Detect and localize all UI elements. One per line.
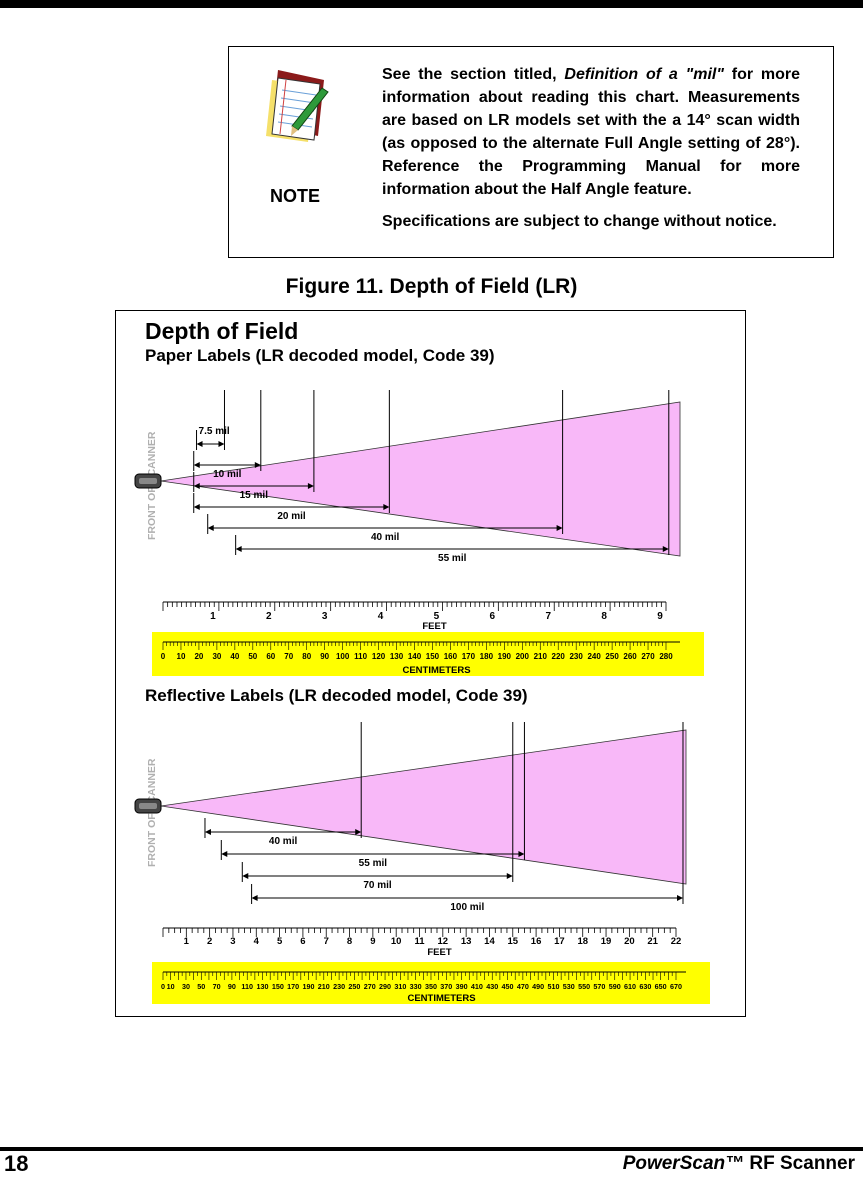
- paper-cm-tick-label: 250: [605, 652, 619, 661]
- paper-range-arrowhead-left: [194, 462, 200, 468]
- reflective-feet-axis-label: FEET: [427, 947, 452, 958]
- reflective-scanner-window: [139, 803, 157, 809]
- paper-feet-tick-label: 1: [210, 611, 216, 622]
- reflective-cm-tick-label: 0: [161, 982, 165, 991]
- reflective-range-arrowhead-left: [242, 873, 248, 879]
- reflective-feet-tick-label: 8: [346, 936, 353, 947]
- reflective-feet-tick-label: 11: [414, 936, 425, 947]
- paper-range-arrowhead-left: [194, 504, 200, 510]
- reflective-cm-tick-label: 550: [578, 982, 591, 991]
- paper-cm-tick-label: 30: [212, 652, 222, 661]
- paper-cm-tick-label: 60: [266, 652, 276, 661]
- paper-cm-tick-label: 240: [587, 652, 601, 661]
- paper-range-label: 20 mil: [277, 511, 306, 522]
- paper-range-arrowhead-right: [218, 441, 224, 447]
- reflective-range-arrowhead-left: [205, 829, 211, 835]
- footer-title: PowerScan™ RF Scanner: [622, 1153, 855, 1174]
- paper-cm-tick-label: 150: [425, 652, 440, 661]
- paper-cm-tick-label: 230: [569, 652, 583, 661]
- reflective-cm-tick-label: 210: [317, 982, 330, 991]
- reflective-cm-tick-label: 450: [501, 982, 514, 991]
- paper-range-label: 10 mil: [213, 469, 242, 480]
- reflective-cm-tick-label: 570: [593, 982, 606, 991]
- paper-feet-tick-label: 5: [433, 611, 440, 622]
- reflective-feet-tick-label: 9: [370, 936, 376, 947]
- reflective-cm-tick-label: 270: [363, 982, 376, 991]
- paper-cm-tick-label: 220: [551, 652, 565, 661]
- note-paragraph-1: See the section titled, Definition of a "mil" for more information about reading this chart. Measurements are based on LR models set with the a 14° scan width (as opposed to the alternate Full Angle setting of 28°). Reference the Programming Manual for more information about the Half Angle feature.: [382, 66, 801, 198]
- paper-cm-tick-label: 120: [371, 652, 386, 661]
- paper-feet-tick-label: 9: [657, 611, 663, 622]
- reflective-cm-tick-label: 670: [670, 982, 682, 991]
- reflective-feet-tick-label: 14: [484, 936, 495, 947]
- paper-range-arrowhead-left: [208, 525, 214, 531]
- paper-cm-tick-label: 200: [515, 652, 529, 661]
- reflective-cm-tick-label: 350: [424, 982, 437, 991]
- reflective-feet-tick-label: 15: [507, 936, 519, 947]
- reflective-cm-tick-label: 310: [394, 982, 407, 991]
- reflective-feet-tick-label: 16: [530, 936, 542, 947]
- paper-cm-tick-label: 80: [302, 652, 312, 661]
- note-paragraph-2: Specifications are subject to change without notice.: [382, 213, 777, 230]
- paper-cm-tick-label: 90: [320, 652, 330, 661]
- paper-feet-tick-label: 6: [489, 611, 496, 622]
- reflective-range-label: 100 mil: [450, 902, 485, 913]
- reflective-range-arrowhead-left: [221, 851, 227, 857]
- reflective-cm-tick-label: 330: [409, 982, 422, 991]
- reflective-feet-tick-label: 17: [554, 936, 565, 947]
- paper-cm-tick-label: 190: [497, 652, 512, 661]
- reflective-cm-tick-label: 10: [166, 982, 175, 991]
- reflective-feet-tick-label: 12: [437, 936, 449, 947]
- reflective-cm-tick-label: 490: [532, 982, 545, 991]
- paper-range-arrowhead-left: [236, 546, 242, 552]
- reflective-feet-tick-label: 22: [670, 936, 682, 947]
- reflective-feet-tick-label: 5: [276, 936, 283, 947]
- paper-feet-axis-label: FEET: [422, 621, 447, 632]
- paper-cm-tick-label: 180: [479, 652, 494, 661]
- paper-cm-tick-label: 280: [659, 652, 673, 661]
- paper-range-label: 15 mil: [239, 490, 268, 501]
- reflective-cm-tick-label: 170: [287, 982, 300, 991]
- reflective-cm-tick-label: 90: [227, 982, 236, 991]
- paper-feet-tick-label: 3: [321, 611, 328, 622]
- reflective-scan-beam: [161, 730, 686, 884]
- reflective-cm-tick-label: 650: [654, 982, 667, 991]
- reflective-feet-tick-label: 4: [253, 936, 259, 947]
- paper-cm-tick-label: 210: [533, 652, 547, 661]
- paper-range-label: 40 mil: [370, 532, 400, 543]
- reflective-cm-tick-label: 230: [333, 982, 346, 991]
- reflective-range-label: 55 mil: [358, 858, 388, 869]
- reflective-feet-tick-label: 7: [323, 936, 329, 947]
- chart-title: Depth of Field: [145, 318, 299, 344]
- reflective-range-arrowhead-right: [677, 895, 683, 901]
- reflective-feet-tick-label: 6: [300, 936, 306, 947]
- paper-cm-axis-label: CENTIMETERS: [402, 665, 471, 676]
- page-number: 18: [4, 1151, 29, 1176]
- reflective-feet-tick-label: 1: [183, 936, 189, 947]
- paper-range-label: 55 mil: [438, 553, 467, 564]
- paper-cm-tick-label: 110: [354, 652, 368, 661]
- paper-cm-tick-label: 10: [176, 652, 186, 661]
- reflective-feet-tick-label: 13: [460, 936, 472, 947]
- paper-cm-tick-label: 260: [623, 652, 637, 661]
- reflective-cm-tick-label: 50: [197, 982, 206, 991]
- paper-cm-tick-label: 70: [284, 652, 294, 661]
- reflective-chart-subtitle: Reflective Labels (LR decoded model, Code 39): [145, 686, 528, 705]
- note-label: NOTE: [270, 186, 321, 206]
- reflective-cm-tick-label: 410: [470, 982, 483, 991]
- reflective-cm-tick-label: 30: [181, 982, 190, 991]
- reflective-feet-tick-label: 10: [390, 936, 402, 947]
- reflective-cm-tick-label: 110: [241, 982, 254, 991]
- reflective-cm-tick-label: 70: [212, 982, 221, 991]
- reflective-feet-tick-label: 20: [624, 936, 635, 947]
- reflective-feet-tick-label: 18: [577, 936, 589, 947]
- paper-cm-tick-label: 20: [194, 652, 204, 661]
- reflective-cm-tick-label: 390: [455, 982, 468, 991]
- reflective-feet-tick-label: 19: [600, 936, 612, 947]
- reflective-cm-tick-label: 530: [562, 982, 575, 991]
- paper-cm-tick-label: 160: [443, 652, 458, 661]
- mil-definition-reference: Definition of a "mil": [564, 66, 724, 83]
- reflective-feet-tick-label: 2: [206, 936, 213, 947]
- reflective-cm-tick-label: 190: [302, 982, 315, 991]
- reflective-range-arrowhead-left: [252, 895, 258, 901]
- paper-feet-tick-label: 7: [545, 611, 552, 622]
- reflective-cm-tick-label: 630: [639, 982, 652, 991]
- paper-cm-tick-label: 0: [160, 652, 166, 661]
- reflective-range-label: 40 mil: [268, 836, 298, 847]
- reflective-cm-tick-label: 250: [348, 982, 361, 991]
- reflective-cm-tick-label: 470: [516, 982, 529, 991]
- paper-cm-tick-label: 50: [248, 652, 258, 661]
- bottom-rule: [0, 1147, 863, 1151]
- paper-range-label: 7.5 mil: [198, 426, 230, 437]
- reflective-cm-tick-label: 590: [608, 982, 621, 991]
- paper-cm-tick-label: 270: [641, 652, 655, 661]
- reflective-cm-tick-label: 130: [256, 982, 269, 991]
- reflective-cm-tick-label: 290: [379, 982, 392, 991]
- paper-range-arrowhead-left: [197, 441, 203, 447]
- paper-scanner-window: [139, 478, 157, 484]
- paper-feet-tick-label: 8: [601, 611, 607, 622]
- paper-cm-tick-label: 40: [230, 652, 240, 661]
- paper-feet-tick-label: 4: [377, 611, 384, 622]
- reflective-cm-tick-label: 510: [547, 982, 560, 991]
- reflective-range-arrowhead-right: [507, 873, 513, 879]
- reflective-cm-tick-label: 150: [271, 982, 284, 991]
- reflective-cm-tick-label: 370: [440, 982, 453, 991]
- reflective-feet-tick-label: 21: [647, 936, 658, 947]
- paper-chart-subtitle: Paper Labels (LR decoded model, Code 39): [145, 346, 495, 365]
- reflective-range-label: 70 mil: [363, 880, 392, 891]
- figure-title: Figure 11. Depth of Field (LR): [285, 275, 578, 298]
- reflective-cm-axis-label: CENTIMETERS: [407, 993, 476, 1004]
- paper-feet-tick-label: 2: [265, 611, 272, 622]
- reflective-feet-tick-label: 3: [230, 936, 236, 947]
- paper-cm-tick-label: 140: [407, 652, 422, 661]
- reflective-cm-tick-label: 430: [486, 982, 499, 991]
- paper-cm-tick-label: 170: [461, 652, 476, 661]
- reflective-cm-tick-label: 610: [624, 982, 637, 991]
- paper-cm-tick-label: 100: [335, 652, 350, 661]
- paper-cm-tick-label: 130: [389, 652, 404, 661]
